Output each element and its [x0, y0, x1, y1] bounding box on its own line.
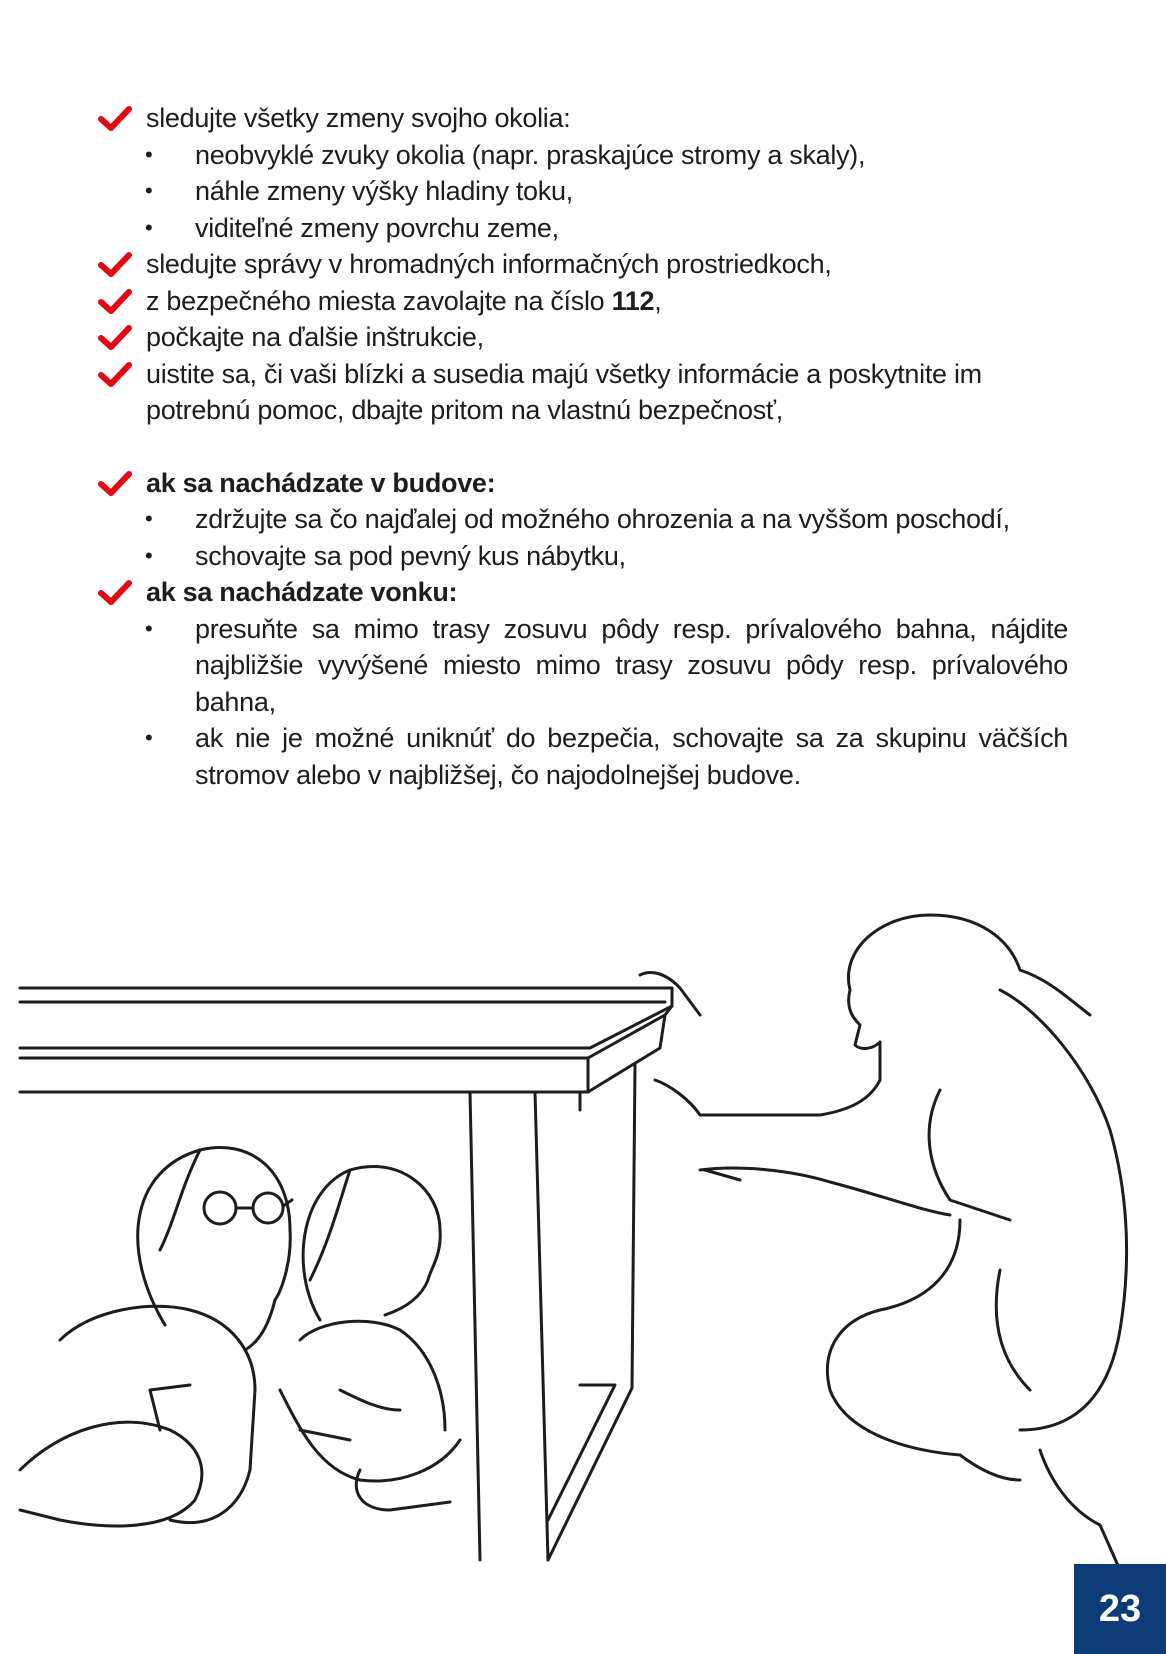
children-hiding-under-table-illustration [0, 870, 1166, 1570]
checkmark-icon [98, 289, 132, 315]
bullet: • [145, 506, 153, 531]
item-text: sledujte správy v hromadných informačných prostriedkoch, [146, 249, 832, 279]
checkmark-icon [98, 325, 132, 351]
item-text: uistite sa, či vaši blízki a susedia majú všetky informácie a poskytnite im potrebnú pomoc, dbajte pritom na vlastnú bezpečnosť, [146, 358, 982, 425]
section-heading: ak sa nachádzate vonku: [146, 577, 458, 607]
sub-item [98, 210, 1068, 247]
checkmark-icon [98, 471, 132, 497]
spacer [98, 429, 1068, 465]
sub-item-text: presuňte sa mimo trasy zosuvu pôdy resp. prívalového bahna, nájdite najbližšie vyvýšené miesto mimo trasy zosuvu pôdy resp. prívalového bahna, [195, 613, 1068, 717]
bullet: • [145, 615, 153, 641]
sub-item [98, 501, 1068, 538]
checklist-item [98, 100, 1068, 137]
checklist-item [98, 574, 1068, 611]
checkmark-icon [98, 106, 132, 132]
checklist-item [98, 356, 1068, 429]
emergency-number: 112 [611, 285, 655, 316]
bullet: • [145, 725, 153, 750]
checkmark-icon [98, 362, 132, 388]
item-text: sledujte všetky zmeny svojho okolia: [146, 103, 571, 133]
sub-item-text: zdržujte sa čo najďalej od možného ohrozenia a na vyššom poschodí, [195, 504, 1010, 534]
section-heading: ak sa nachádzate v budove: [146, 467, 496, 498]
sub-item [98, 720, 1068, 793]
item-text: z bezpečného miesta zavolajte na číslo [146, 285, 612, 316]
bullet: • [145, 214, 153, 240]
bullet: • [145, 141, 153, 167]
checkmark-icon [98, 252, 132, 278]
page-number-badge [1074, 1564, 1166, 1654]
sub-item-text: schovajte sa pod pevný kus nábytku, [195, 540, 626, 571]
checklist-item [98, 319, 1068, 356]
sub-item-text: ak nie je možné uniknúť do bezpečia, schovajte sa za skupinu väčších stromov alebo v najbližšej, čo najodolnejšej budove. [195, 723, 1068, 790]
bullet: • [145, 178, 153, 203]
checklist-item [98, 465, 1068, 502]
bullet: • [145, 542, 153, 568]
sub-item-text: náhle zmeny výšky hladiny toku, [195, 176, 573, 206]
checkmark-icon [98, 580, 132, 606]
sub-item [98, 173, 1068, 210]
sub-item-text: neobvyklé zvuky okolia (napr. praskajúce stromy a skaly), [195, 139, 866, 170]
sub-item [98, 611, 1068, 721]
item-text-end: , [654, 285, 662, 316]
sub-item [98, 538, 1068, 575]
item-text: počkajte na ďalšie inštrukcie, [146, 322, 484, 352]
page-number: 23 [1098, 1587, 1142, 1630]
sub-item-text: viditeľné zmeny povrchu zeme, [195, 212, 559, 243]
checklist-item [98, 283, 1068, 320]
sub-item [98, 137, 1068, 174]
instruction-list [98, 100, 1068, 793]
checklist-item [98, 246, 1068, 283]
